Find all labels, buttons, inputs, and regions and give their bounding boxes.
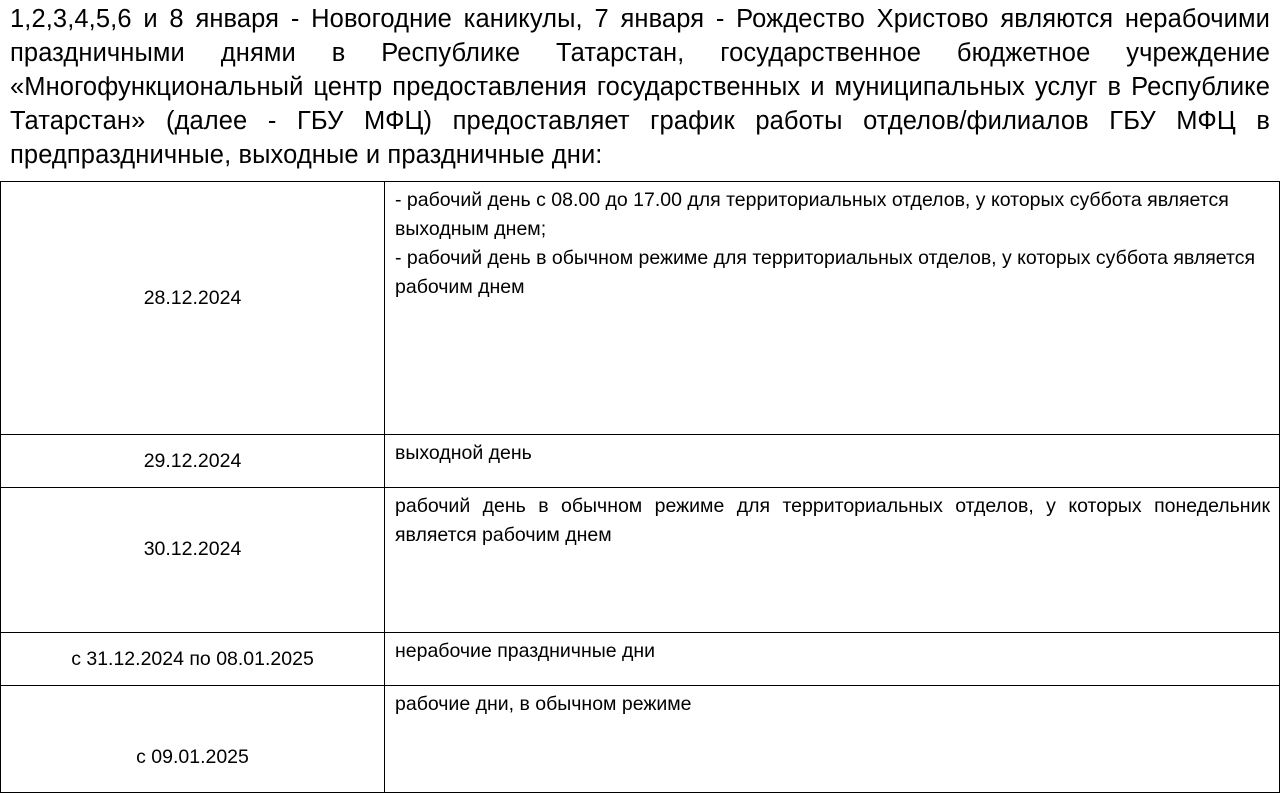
table-row (1, 182, 1280, 435)
date-cell: 30.12.2024 (1, 488, 385, 633)
description-line: нерабочие праздничные дни (395, 640, 656, 662)
description-line: выходной день (395, 442, 532, 464)
description-line: рабочие дни, в обычном режиме (395, 693, 692, 715)
description-line: - рабочий день в обычном режиме для территориальных отделов, у которых суббота является рабочим днем (395, 247, 1256, 298)
description-cell (385, 435, 1280, 488)
description-line: рабочий день в обычном режиме для территориальных отделов, у которых понедельник является рабочим днем (395, 495, 1270, 546)
description-cell (385, 633, 1280, 686)
schedule-table (0, 181, 1280, 793)
date-cell: с 31.12.2024 по 08.01.2025 (1, 633, 385, 686)
description-cell (385, 182, 1280, 435)
table-row (1, 435, 1280, 488)
intro-paragraph: 1,2,3,4,5,6 и 8 января - Новогодние каникулы, 7 января - Рождество Христово являются нерабочими праздничными днями в Республике Татарстан, государственное бюджетное учреждение «Многофункциональный центр предоставления государственных и муниципальных услуг в Республике Татарстан» (далее - ГБУ МФЦ) предоставляет график работы отделов/филиалов ГБУ МФЦ в предпраздничные, выходные и праздничные дни: (10, 5, 1270, 169)
table-row (1, 686, 1280, 793)
table-row (1, 633, 1280, 686)
description-cell (385, 488, 1280, 633)
table-row (1, 488, 1280, 633)
date-cell: 29.12.2024 (1, 435, 385, 488)
date-cell: с 09.01.2025 (1, 686, 385, 793)
description-cell (385, 686, 1280, 793)
description-line: - рабочий день с 08.00 до 17.00 для территориальных отделов, у которых суббота является выходным днем; (395, 189, 1229, 240)
date-cell: 28.12.2024 (1, 182, 385, 435)
